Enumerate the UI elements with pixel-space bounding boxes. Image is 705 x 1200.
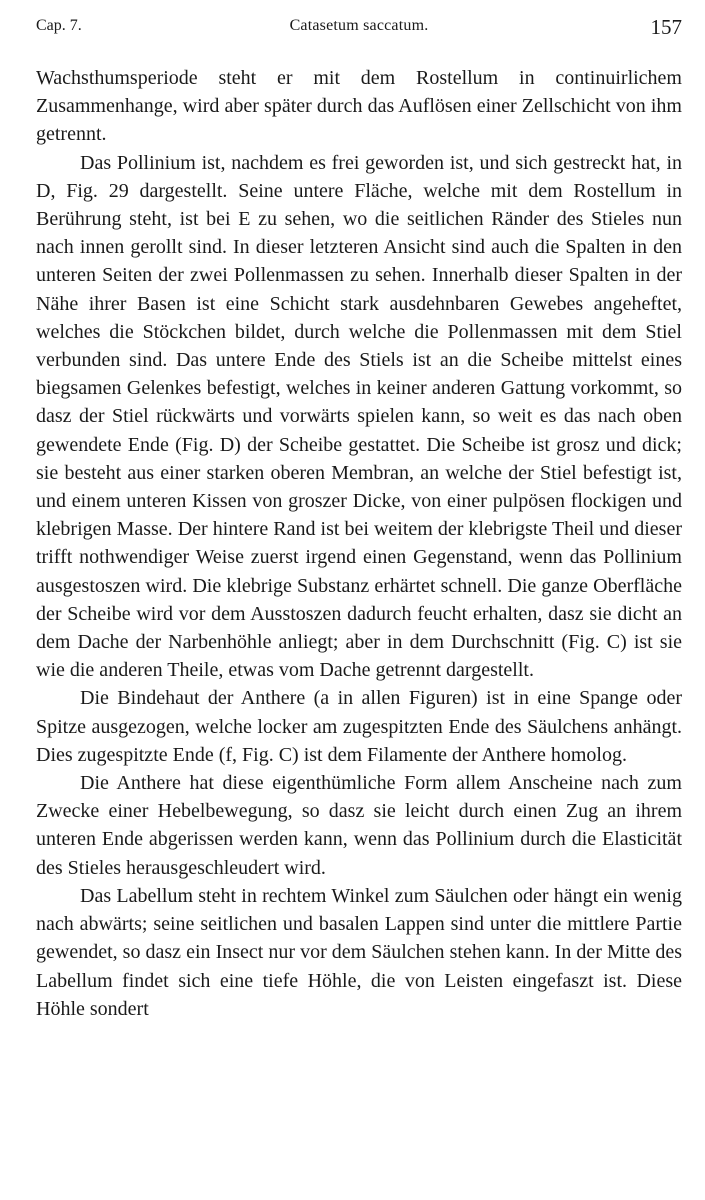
paragraph: Das Pollinium ist, nachdem es frei geworden ist, und sich gestreckt hat, in D, Fig. 29 dargestellt. Seine untere Fläche, welche mit dem Rostellum in Berührung steht, ist bei E zu sehen, wo die seitlichen Ränder des Stieles nun nach innen gerollt sind. In dieser letzteren Ansicht sind auch die Spalten in den unteren Seiten der zwei Pollenmassen zu sehen. Innerhalb dieser Spalten in der Nähe ihrer Basen ist eine Schicht stark ausdehnbaren Gewebes angeheftet, welches die Stöckchen bildet, durch welche die Pollenmassen mit dem Stiel verbunden sind. Das untere Ende des Stiels ist an die Scheibe mittelst eines biegsamen Gelenkes befestigt, welches in keiner anderen Gattung vorkommt, so dasz der Stiel rückwärts und vorwärts spielen kann, so weit es das nach oben gewendete Ende (Fig. D) der Scheibe gestattet. Die Scheibe ist grosz und dick; sie besteht aus einer starken oberen Membran, an welche der Stiel befestigt ist, und einem unteren Kissen von groszer Dicke, von einer pulpösen flockigen und klebrigen Masse. Der hintere Rand ist bei weitem der klebrigste Theil und dieser trifft nothwendiger Weise zuerst irgend einen Gegenstand, wenn das Pollinium ausgestoszen wird. Die klebrige Substanz erhärtet schnell. Die ganze Oberfläche der Scheibe wird vor dem Ausstoszen dadurch feucht erhalten, dasz sie dicht an dem Dache der Narbenhöhle anliegt; aber in dem Durchschnitt (Fig. C) ist sie wie die anderen Theile, etwas vom Dache getrennt dargestellt.	[36, 151, 682, 682]
paragraph: Das Labellum steht in rechtem Winkel zum Säulchen oder hängt ein wenig nach abwärts; seine seitlichen und basalen Lappen sind unter die mittlere Partie gewendet, so dasz ein Insect nur vor dem Säulchen stehen kann. In der Mitte des Labellum findet sich eine tiefe Höhle, die von Leisten eingefaszt ist. Diese Höhle sondert	[36, 884, 682, 1020]
chapter-label: Cap. 7.	[36, 17, 82, 34]
page-header	[36, 0, 682, 40]
paragraph: Wachsthumsperiode steht er mit dem Rostellum in continuirlichem Zusammenhange, wird aber später durch das Auflösen einer Zellschicht von ihm getrennt.	[36, 67, 682, 146]
page-number: 157	[650, 15, 682, 39]
body-text	[36, 64, 682, 1023]
book-page	[36, 0, 682, 1023]
running-title: Catasetum saccatum.	[289, 17, 429, 34]
paragraph: Die Anthere hat diese eigenthümliche Form allem Anscheine nach zum Zwecke einer Hebelbewegung, so dasz sie leicht durch einen Zug an ihrem unteren Ende abgerissen werden kann, wenn das Pollinium durch die Elasticität des Stieles herausgeschleudert wird.	[36, 772, 682, 879]
paragraph: Die Bindehaut der Anthere (a in allen Figuren) ist in eine Spange oder Spitze ausgezogen, welche locker am zugespitzten Ende des Säulchens anhängt. Dies zugespitzte Ende (f, Fig. C) ist dem Filamente der Anthere homolog.	[36, 687, 682, 766]
